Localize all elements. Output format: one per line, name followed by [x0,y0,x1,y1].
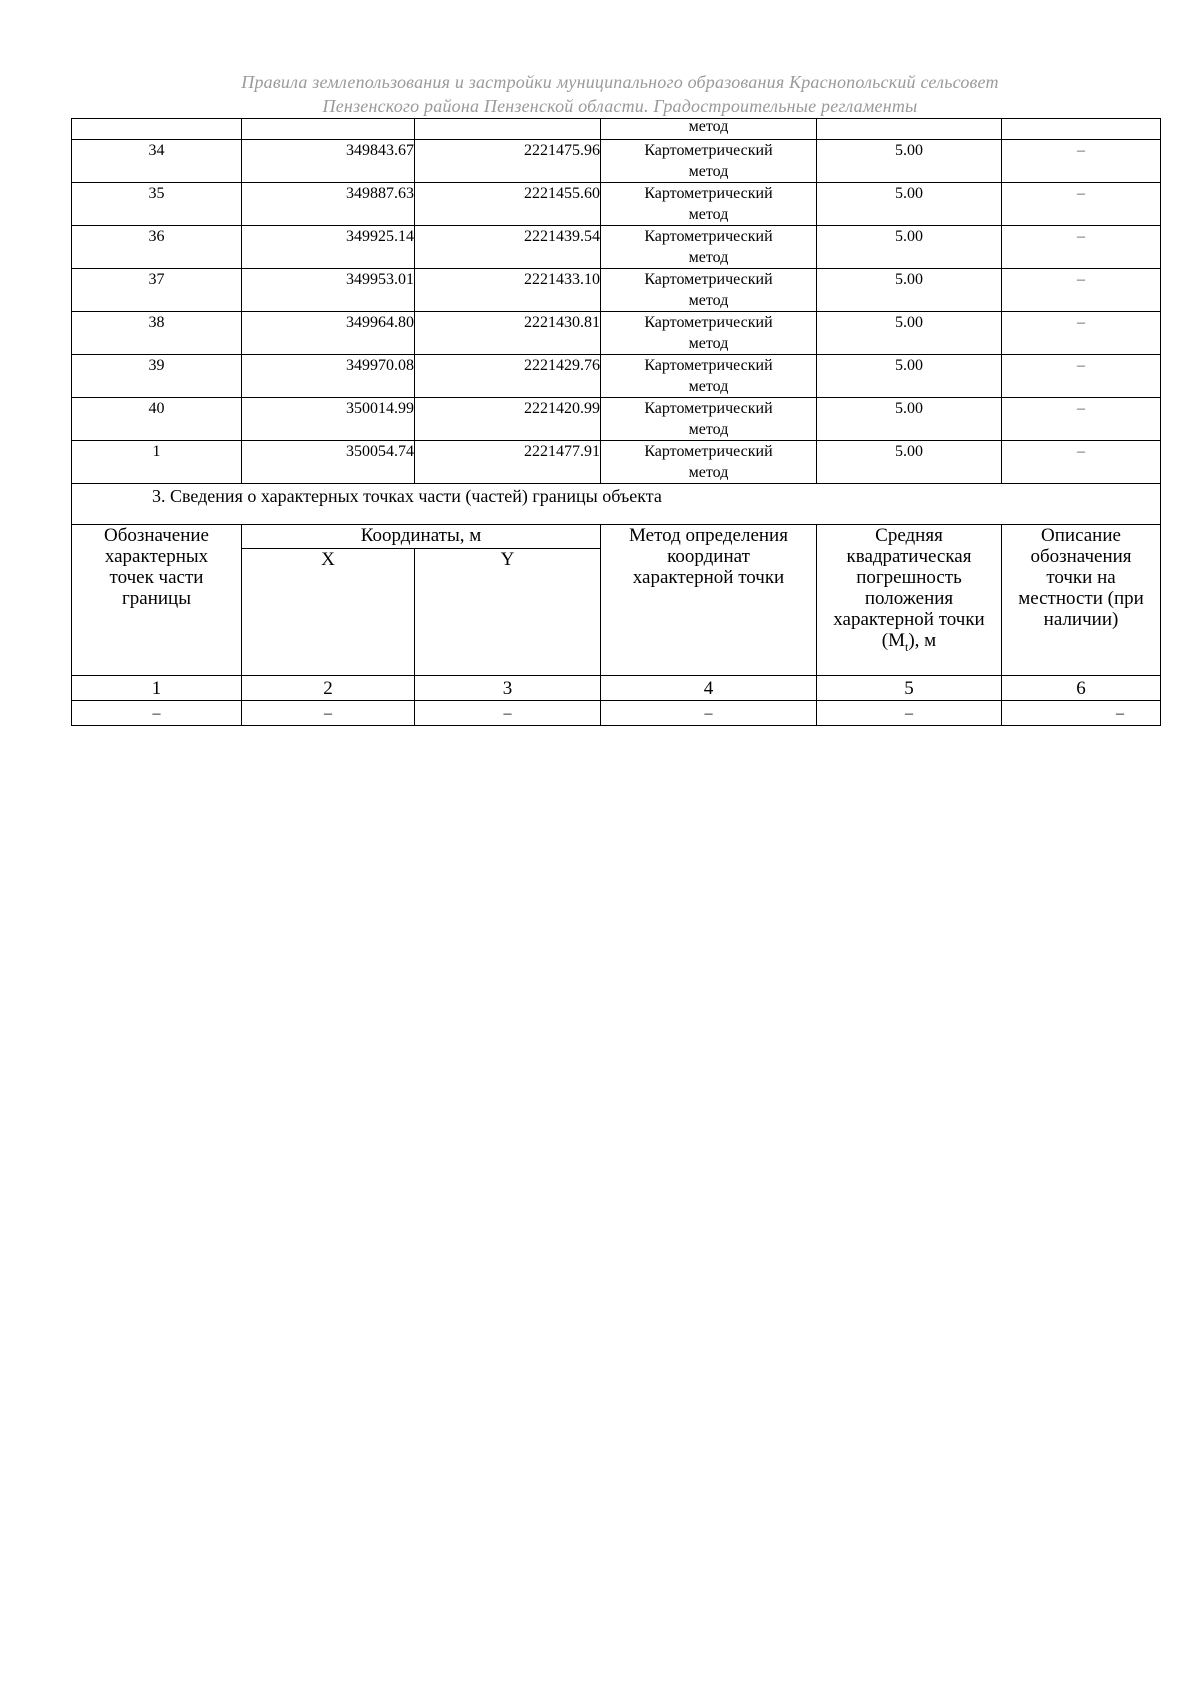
table-row [72,398,1161,441]
method-cell: Картометрический метод [601,398,817,441]
table-row [72,441,1161,484]
coord-y: 2221430.81 [415,312,601,355]
table-row [72,183,1161,226]
table-row [72,312,1161,355]
coord-y: 2221433.10 [415,269,601,312]
header-y: Y [415,549,601,676]
coord-x: 349843.67 [242,140,415,183]
coord-x: 349953.01 [242,269,415,312]
point-number: 39 [72,355,242,398]
coord-x: 349964.80 [242,312,415,355]
coord-x: 350014.99 [242,398,415,441]
description-cell: – [1002,441,1161,484]
point-number: 35 [72,183,242,226]
table-row [72,355,1161,398]
coord-y: 2221475.96 [415,140,601,183]
coordinates-table [71,118,1161,726]
header-line-1: Правила землепользования и застройки муниципального образования Краснопольский сельсовет [241,72,999,92]
empty-cell: – [817,701,1002,726]
description-cell: – [1002,355,1161,398]
section-3-title: 3. Сведения о характерных точках части (частей) границы объекта [72,484,1161,525]
coord-x: 349970.08 [242,355,415,398]
description-cell: – [1002,269,1161,312]
description-cell: – [1002,312,1161,355]
accuracy-cell: 5.00 [817,355,1002,398]
table-row [72,140,1161,183]
description-cell: – [1002,140,1161,183]
table-row [72,226,1161,269]
column-number: 5 [817,676,1002,701]
header-designation: Обозначение характерных точек части границы [72,525,242,676]
empty-cell: – [1002,701,1161,726]
coord-x: 349925.14 [242,226,415,269]
empty-cell: – [415,701,601,726]
coord-y: 2221429.76 [415,355,601,398]
accuracy-cell: 5.00 [817,183,1002,226]
accuracy-cell: 5.00 [817,441,1002,484]
method-cell: Картометрический метод [601,140,817,183]
description-cell: – [1002,226,1161,269]
header-coordinates: Координаты, м [242,525,601,549]
empty-cell: – [72,701,242,726]
method-cell: Картометрический метод [601,226,817,269]
table-row [72,269,1161,312]
description-cell: – [1002,398,1161,441]
column-numbers-row [72,676,1161,701]
accuracy-cell: 5.00 [817,269,1002,312]
header-x: X [242,549,415,676]
empty-cell: – [601,701,817,726]
method-cell: Картометрический метод [601,183,817,226]
coord-y: 2221439.54 [415,226,601,269]
point-number: 38 [72,312,242,355]
method-cell: Картометрический метод [601,441,817,484]
header-row-1 [72,525,1161,549]
description-cell: – [1002,183,1161,226]
point-number: 37 [72,269,242,312]
method-cell: Картометрический метод [601,312,817,355]
empty-cell: – [242,701,415,726]
point-number: 1 [72,441,242,484]
point-number: 40 [72,398,242,441]
coord-x: 349887.63 [242,183,415,226]
header-line-2: Пензенского района Пензенской области. Градостроительные регламенты [322,96,918,116]
accuracy-cell: 5.00 [817,312,1002,355]
column-number: 4 [601,676,817,701]
section-3-title-row [72,484,1161,525]
accuracy-cell: 5.00 [817,398,1002,441]
header-description: Описание обозначения точки на местности (при наличии) [1002,525,1161,676]
column-number: 3 [415,676,601,701]
page-header [120,70,1120,118]
method-cell: метод [601,119,817,140]
column-number: 2 [242,676,415,701]
continuation-row [72,119,1161,140]
accuracy-cell: 5.00 [817,140,1002,183]
column-number: 1 [72,676,242,701]
coord-x: 350054.74 [242,441,415,484]
header-accuracy: Средняя квадратическая погрешность положения характерной точки $(M_t)$, м [817,525,1002,676]
method-cell: Картометрический метод [601,269,817,312]
method-cell: Картометрический метод [601,355,817,398]
point-number: 34 [72,140,242,183]
empty-data-row [72,701,1161,726]
coord-y: 2221420.99 [415,398,601,441]
accuracy-cell: 5.00 [817,226,1002,269]
point-number: 36 [72,226,242,269]
coord-y: 2221477.91 [415,441,601,484]
column-number: 6 [1002,676,1161,701]
header-method: Метод определения координат характерной точки [601,525,817,676]
coord-y: 2221455.60 [415,183,601,226]
